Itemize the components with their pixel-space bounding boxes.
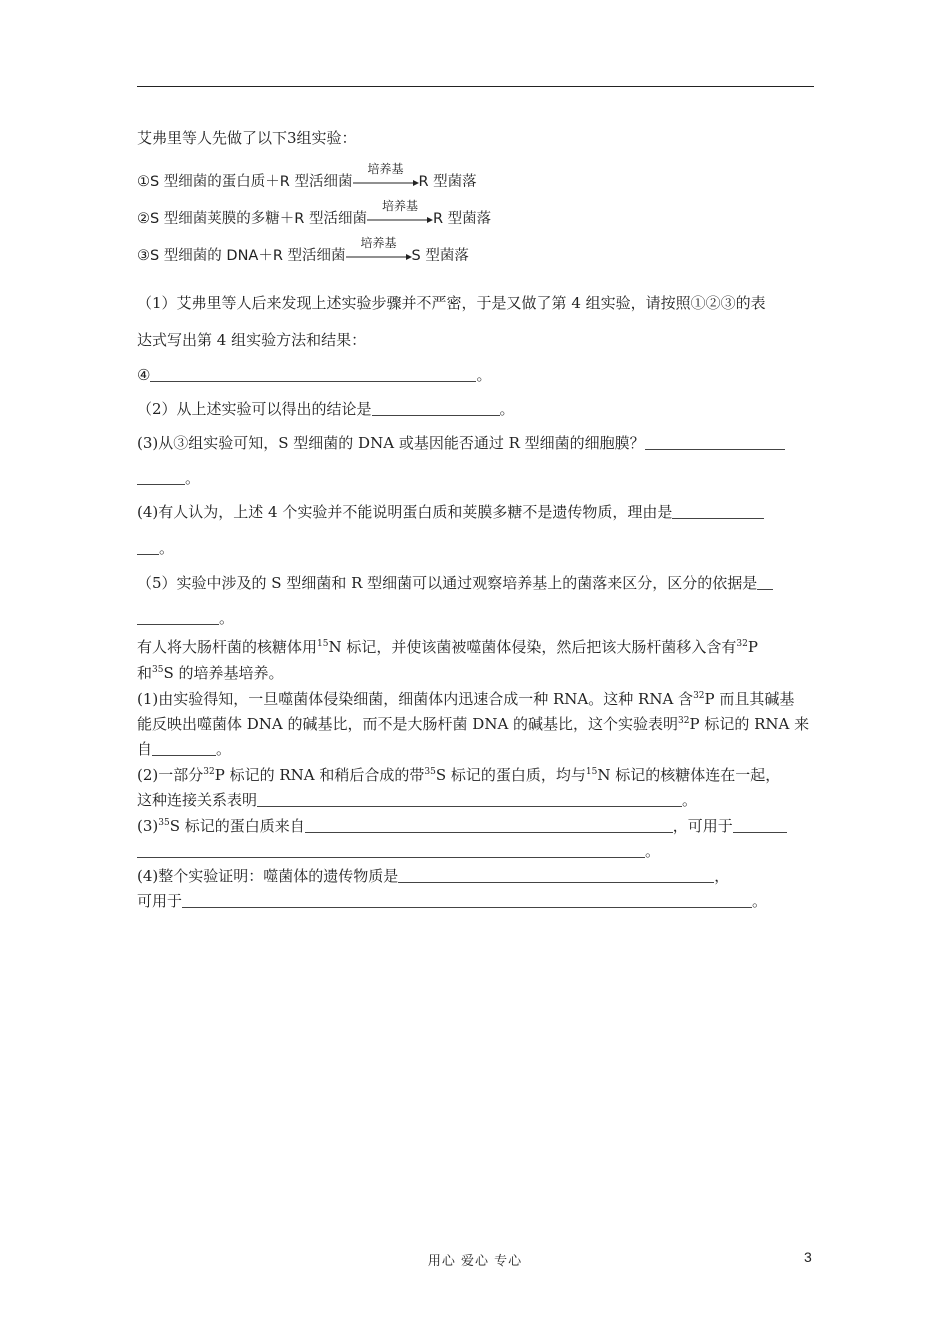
q2-line: （2）从上述实验可以得出的结论是 。 [137,400,515,418]
answer-blank[interactable] [152,740,216,756]
answer-blank[interactable] [645,434,785,450]
answer-blank[interactable] [137,842,645,858]
part2-q1-line3: 自 。 [137,740,232,758]
part2-q4-line1: (4)整个实验证明：噬菌体的遗传物质是 ， [137,867,730,885]
part2-q3-line1: $(3)^{35}S$ 标记的蛋白质来自 ，可用于 [137,816,787,836]
experiment-3 [137,236,469,266]
part2-intro-line1: 有人将大肠杆菌的核糖体用$^{15}$N 标记，并使该菌被噬菌体侵染，然后把该大肠杆菌移入含有$^{32}$P [137,638,758,656]
q5-line1: （5）实验中涉及的 S 型细菌和 R 型细菌可以通过观察培养基上的菌落来区分，区分的依据是 [137,573,773,593]
arrow-icon: 培养基 [353,172,419,192]
arrow-icon: 培养基 [367,209,433,229]
page-number: 3 [804,1249,812,1265]
answer-blank[interactable] [757,574,773,590]
part2-q2-line2: 这种连接关系表明 。 [137,791,698,809]
answer-blank[interactable] [372,400,500,416]
answer-blank[interactable] [398,867,714,883]
part2-intro-line2: 和$^{35}$S 的培养基培养。 [137,664,284,682]
experiment-3-left: ③S 型细菌的 DNA＋R 型活细菌 [137,248,346,264]
answer-blank[interactable] [182,892,752,908]
answer-blank[interactable] [137,609,219,625]
answer-blank[interactable] [150,366,476,382]
experiment-1-result: R 型菌落 [418,174,477,190]
arrow-icon: 培养基 [346,246,412,266]
q4-line2: 。 [137,538,174,558]
q3-line1: (3)从③组实验可知，S 型细菌的 DNA 或基因能否通过 R 型细菌的细胞膜？ [137,433,785,453]
q5-line2: 。 [137,608,234,628]
answer-blank[interactable] [137,539,159,555]
answer-blank[interactable] [137,469,185,485]
part2-q2-line1: (2)一部分$^{32}$P 标记的 RNA 和稍后合成的带$^{35}$S 标记的蛋白质，均与$^{15}$N 标记的核糖体连在一起， [137,766,781,784]
part2-q3-line2: 。 [137,841,660,861]
q1-line1: （1）艾弗里等人后来发现上述实验步骤并不严密，于是又做了第 4 组实验，请按照①②③的表 [137,294,766,312]
experiment-2-left: ②S 型细菌荚膜的多糖＋R 型活细菌 [137,211,367,227]
part2-q4-line2: 可用于 。 [137,892,768,910]
experiment-3-result: S 型菌落 [411,248,469,264]
experiment-1 [137,162,477,192]
q4-line1: (4)有人认为，上述 4 个实验并不能说明蛋白质和荚膜多糖不是遗传物质，理由是 [137,502,764,522]
experiment-2 [137,199,492,229]
part2-q1-line1: (1)由实验得知，一旦噬菌体侵染细菌，细菌体内迅速合成一种 RNA。这种 RNA 含$^{32}$P 而且其碱基 [137,690,795,708]
answer-blank[interactable] [257,791,682,807]
answer-blank[interactable] [672,503,764,519]
q1-answer: ④ 。 [137,366,492,384]
header-rule [137,86,814,87]
answer-blank[interactable] [733,817,787,833]
footer-text: 用心 爱心 专心 [427,1254,523,1269]
q1-line2: 达式写出第 4 组实验方法和结果： [137,331,367,349]
experiment-1-left: ①S 型细菌的蛋白质＋R 型活细菌 [137,174,353,190]
part2-q1-line2: 能反映出噬菌体 DNA 的碱基比，而不是大肠杆菌 DNA 的碱基比，这个实验表明$^{32}$P 标记的 RNA 来 [137,715,810,733]
answer-blank[interactable] [305,817,673,833]
experiment-2-result: R 型菌落 [433,211,492,227]
q3-line2: 。 [137,468,200,488]
intro-text: 艾弗里等人先做了以下3组实验： [137,129,357,147]
